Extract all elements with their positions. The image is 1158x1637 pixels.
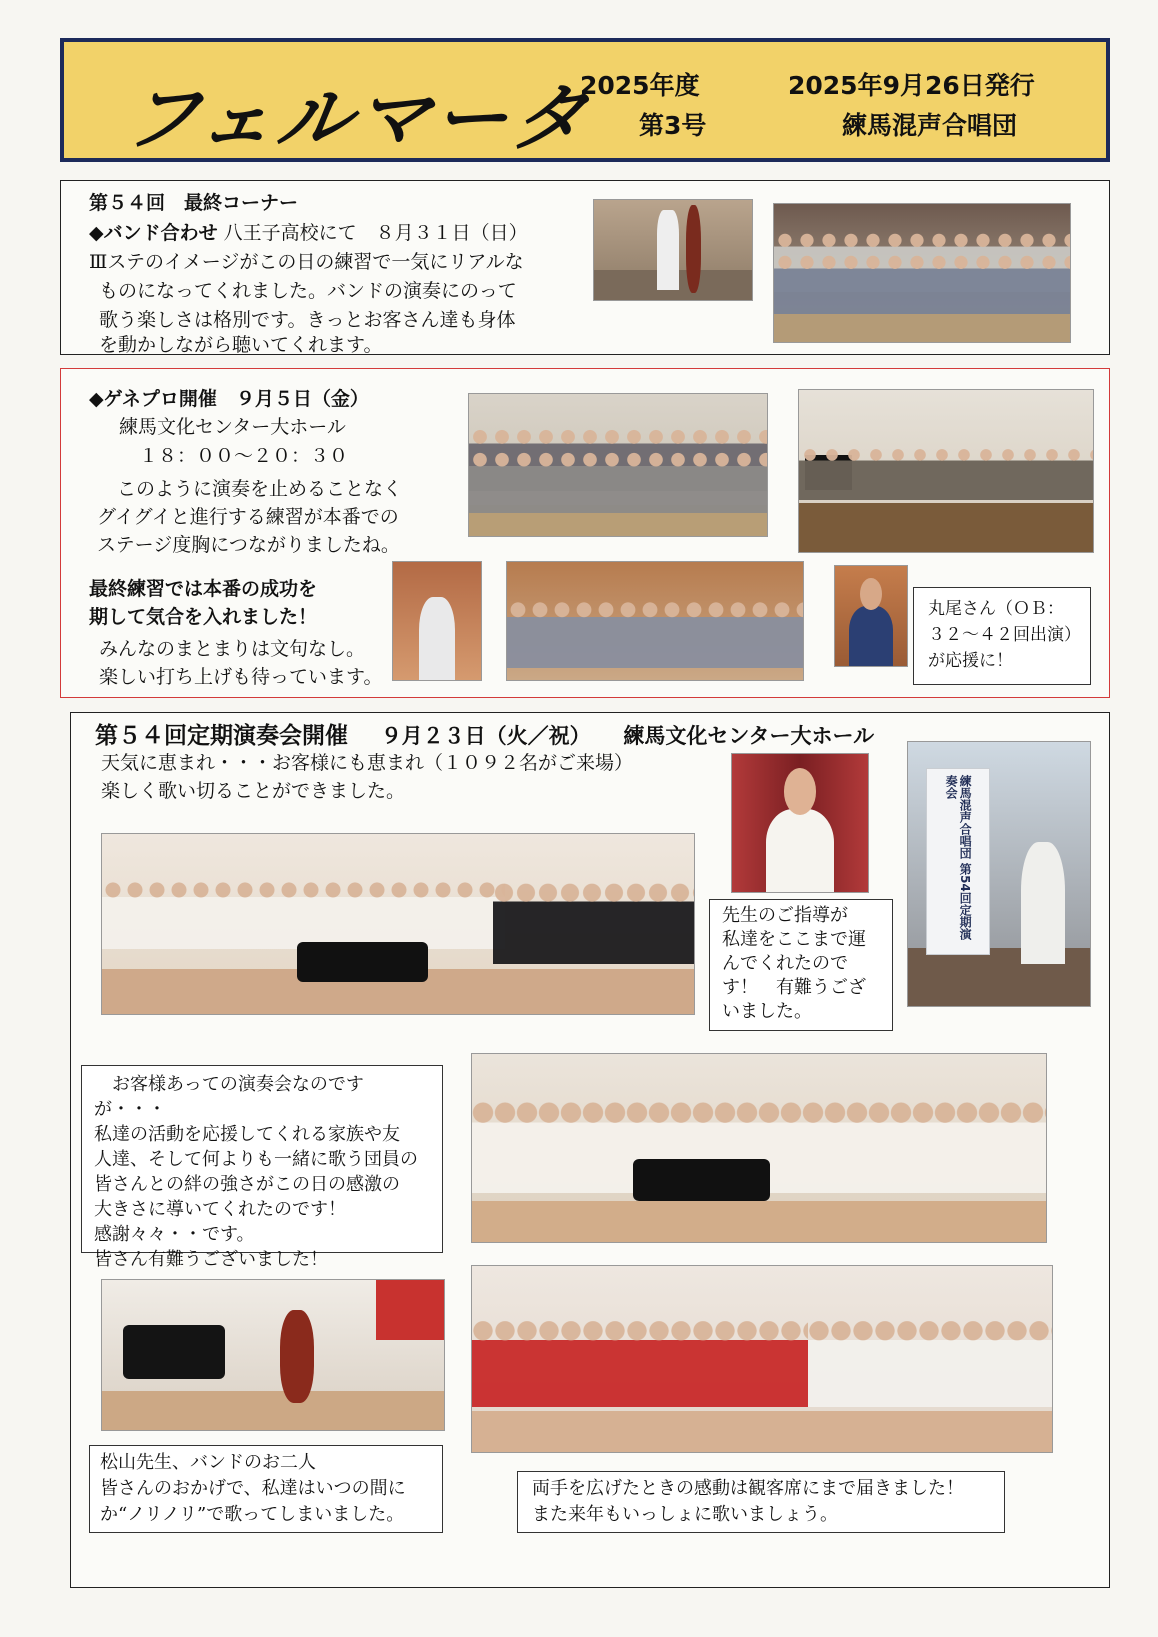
closing-line: 楽しい打ち上げも待っています。 <box>99 666 383 688</box>
caption-line: んでくれたので <box>722 953 848 974</box>
caption-line: 両手を広げたときの感動は観客席にまで届きました！ <box>532 1478 964 1499</box>
issue-number: 第3号 <box>639 111 707 140</box>
genepro-time: １８：００〜２０：３０ <box>139 445 349 467</box>
maruo-caption <box>913 587 1091 685</box>
caption-line: お客様あっての演奏会なのですが・・・ <box>94 1074 364 1120</box>
maruo-photo <box>834 565 908 667</box>
finale-red-dress-photo <box>471 1265 1053 1453</box>
body-line: を動かしながら聴いてくれます。 <box>99 334 383 356</box>
thanks-caption <box>81 1065 443 1270</box>
band-heading: ◆バンド合わせ <box>89 222 218 244</box>
teacher-caption <box>709 899 893 1031</box>
genepro-title: ◆ゲネプロ開催 ９月５日（金） <box>89 388 369 410</box>
genepro-venue: 練馬文化センター大ホール <box>119 416 346 438</box>
band-rehearsal-line <box>89 219 528 248</box>
section-dress-rehearsal <box>60 368 1110 698</box>
band-performance-photo <box>101 1279 445 1431</box>
concert-heading <box>95 721 874 751</box>
concert-stage-photo <box>101 833 695 1015</box>
bold-line: 最終練習では本番の成功を <box>89 578 318 600</box>
caption-line: いました。 <box>722 1001 812 1022</box>
body-line: 歌う楽しさは格別です。きっとお客さん達も身体 <box>99 309 516 331</box>
caption-line: 人達、そして何よりも一緒に歌う団員の <box>94 1149 418 1170</box>
body-line: このように演奏を止めることなく <box>117 478 403 500</box>
section-title: 第５４回 最終コーナー <box>89 192 299 214</box>
concert-banner-photo <box>907 741 1091 1007</box>
intro-line: 天気に恵まれ・・・お客様にも恵まれ（１０９２名がご来場） <box>101 752 634 774</box>
caption-line: 松山先生、バンドのお二人 <box>100 1452 316 1473</box>
newsletter-logo: フェルマータ <box>119 76 596 162</box>
body-line: Ⅲステのイメージがこの日の練習で一気にリアルな <box>89 251 524 273</box>
section-final-corner <box>60 180 1110 355</box>
caption-line: ３２〜４２回出演） <box>928 625 1081 645</box>
band-caption <box>89 1445 443 1533</box>
bold-line: 期して気合を入れました！ <box>89 606 318 628</box>
concert-white-dress-photo <box>471 1053 1047 1243</box>
band-rehearsal-photo <box>593 199 753 301</box>
caption-line: 私達をここまで運 <box>722 929 866 950</box>
caption-line: また来年もいっしょに歌いましょう。 <box>532 1504 838 1525</box>
masthead <box>60 38 1110 162</box>
body-line: グイグイと進行する練習が本番での <box>97 506 399 528</box>
finale-caption <box>517 1471 1005 1533</box>
cheer-group-photo <box>506 561 804 681</box>
caption-line: か“ノリノリ”で歌ってしまいました。 <box>100 1504 405 1525</box>
band-place: 八王子高校にて ８月３１日（日） <box>217 222 528 244</box>
body-line: ものになってくれました。バンドの演奏にのって <box>99 280 517 302</box>
caption-line: 私達の活動を応援してくれる家族や友 <box>94 1124 400 1145</box>
concert-date: ９月２３日（火／祝） <box>380 723 591 748</box>
cheer-single-photo <box>392 561 482 681</box>
caption-line: が応援に！ <box>928 651 1013 671</box>
concert-venue: 練馬文化センター大ホール <box>623 723 875 748</box>
choir-rehearsal-photo <box>773 203 1071 343</box>
genepro-stage-photo <box>468 393 768 537</box>
caption-line: 大きさに導いてくれたのです！ <box>94 1199 346 1220</box>
caption-line: 皆さん有難うございました！ <box>94 1249 328 1270</box>
caption-line: す！ 有難うござ <box>722 977 866 998</box>
caption-line: 先生のご指導が <box>722 905 848 926</box>
intro-line: 楽しく歌い切ることができました。 <box>101 780 406 802</box>
issue-date: 2025年9月26日発行 <box>788 71 1035 100</box>
genepro-hall-photo <box>798 389 1094 553</box>
caption-line: 感謝々々・・です。 <box>94 1224 255 1245</box>
caption-line: 皆さんとの絆の強さがこの日の感激の <box>94 1174 400 1195</box>
organization-name: 練馬混声合唱団 <box>842 111 1018 140</box>
body-line: ステージ度胸につながりましたね。 <box>97 534 400 556</box>
caption-line: 丸尾さん（ＯＢ： <box>928 599 1064 619</box>
concert-title: 第５４回定期演奏会開催 <box>95 722 348 749</box>
banner-text: 練馬混声合唱団 第54回定期演奏会 <box>944 775 973 941</box>
section-concert <box>70 712 1110 1588</box>
conductor-photo <box>731 753 869 893</box>
caption-line: 皆さんのおかげで、私達はいつの間に <box>100 1478 406 1499</box>
fiscal-year: 2025年度 <box>580 71 700 100</box>
closing-line: みんなのまとまりは文句なし。 <box>99 638 366 660</box>
